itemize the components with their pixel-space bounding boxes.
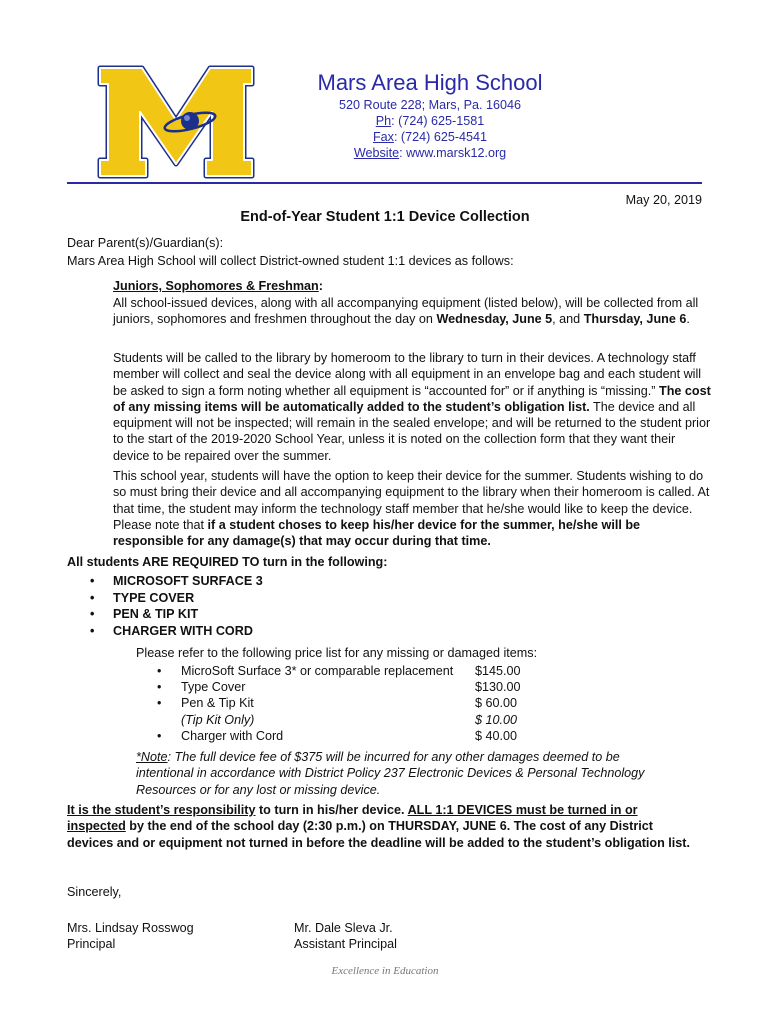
intro-text: Mars Area High School will collect District-owned student 1:1 devices as follows: <box>67 254 514 268</box>
required-items-list <box>90 574 263 640</box>
paragraph-collection-process: Students will be called to the library by homeroom to the library to turn in their devices. A technology staff member will collect and seal the device along with all equipment in an envelope bag and each student will be asked to sign a form noting whether all equipment is “accounted for” or if anything is “missing.” The cost of any missing items will be automatically added to the student’s obligation list. The device and all equipment will not be inspected; will remain in the sealed envelope; and will be returned to the student prior to the start of the 2019-2020 School Year, unless it is noted on the collection form that they want their device to be repaired over the summer. <box>113 351 711 463</box>
signature-name: Mr. Dale Sleva Jr. <box>294 921 393 935</box>
section-heading-colon: : <box>318 279 323 293</box>
fax-label: Fax <box>372 130 394 144</box>
paragraph-summer-option: This school year, students will have the option to keep their device for the summer. Students wishing to do so must bring their device and all accompanying equipment to the library when their homeroom is called. At that time, the student may inform the technology staff member that he/she would like to keep the device. Please note that if a student choses to keep his/her device for the summer, he/she will be responsible for any damage(s) that may occur during that time. <box>113 469 710 549</box>
list-item: • CHARGER WITH CORD <box>90 624 263 641</box>
fee-note <box>136 749 656 798</box>
school-logo <box>96 64 256 180</box>
signature-title: Principal <box>67 937 116 952</box>
website-label: Website <box>353 146 400 160</box>
note-text: : The full device fee of $375 will be incurred for any other damages deemed to be intentional in accordance with District Policy 237 Electronic Devices & Personal Technology Resources or for any lost or missing device. <box>136 750 645 797</box>
school-name: Mars Area High School <box>317 70 543 95</box>
phone-label: Ph <box>375 114 392 128</box>
responsibility-statement: It is the student’s responsibility to turn in his/her device. ALL 1:1 DEVICES must be turned in or inspected by the end of the school day (2:30 p.m.) on THURSDAY, JUNE 6. The cost of any District devices and or equipment not turned in before the deadline will be added to the student’s obligation list. <box>67 803 690 850</box>
letter-title: End-of-Year Student 1:1 Device Collection <box>240 209 530 225</box>
section-heading-text: Juniors, Sophomores & Freshman <box>113 279 319 293</box>
paragraph-collection-schedule: All school-issued devices, along with all accompanying equipment (listed below), will be collected from all juniors, sophomores and freshmen throughout the day on Wednesday, June 5, and Thursday, June 6. <box>113 296 699 327</box>
signature-name: Mrs. Lindsay Rosswog <box>67 921 194 935</box>
signature-title: Assistant Principal <box>294 937 397 952</box>
school-phone <box>290 113 570 130</box>
header-divider <box>67 182 702 184</box>
list-item: • PEN & TIP KIT <box>90 607 263 624</box>
phone-number: : (724) 625-1581 <box>391 114 485 128</box>
salutation: Dear Parent(s)/Guardian(s): <box>67 236 224 250</box>
school-fax <box>290 129 570 146</box>
school-website[interactable] <box>290 145 570 162</box>
price-intro: Please refer to the following price list for any missing or damaged items: <box>136 646 538 660</box>
closing: Sincerely, <box>67 885 122 899</box>
letter-date: May 20, 2019 <box>625 193 702 207</box>
signature-principal <box>67 920 194 953</box>
fax-number: : (724) 625-4541 <box>393 130 488 144</box>
list-item: • TYPE COVER <box>90 591 263 608</box>
footer-motto: Excellence in Education <box>331 965 439 977</box>
signature-assistant-principal <box>294 920 397 953</box>
list-item: • MICROSOFT SURFACE 3 <box>90 574 263 591</box>
school-address: 520 Route 228; Mars, Pa. 16046 <box>338 98 522 112</box>
required-heading: All students ARE REQUIRED TO turn in the following: <box>67 555 388 569</box>
note-label: *Note <box>136 750 168 764</box>
section-heading <box>113 278 713 294</box>
website-url[interactable]: : www.marsk12.org <box>399 146 507 160</box>
